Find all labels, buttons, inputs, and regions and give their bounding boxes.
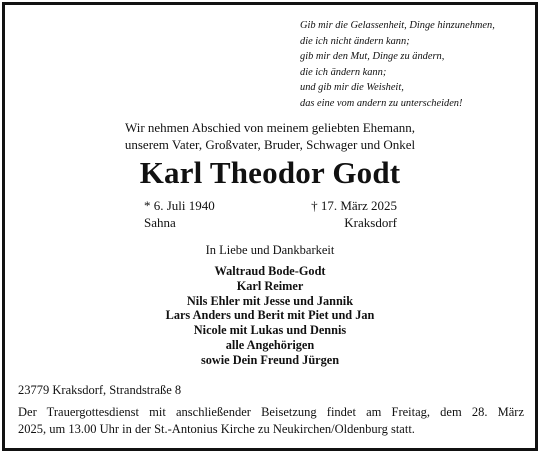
death-date: † 17. März 2025 — [311, 198, 397, 213]
poem — [300, 18, 530, 111]
love-line: In Liebe und Dankbarkeit — [205, 243, 335, 257]
mourner: Karl Reimer — [236, 278, 304, 293]
service-notice — [18, 404, 524, 437]
mourner: sowie Dein Freund Jürgen — [200, 352, 340, 367]
family-address: 23779 Kraksdorf, Strandstraße 8 — [18, 383, 182, 397]
mourner: Waltraud Bode-Godt — [214, 264, 326, 278]
farewell-intro — [0, 120, 540, 153]
mourner: alle Angehörigen — [225, 337, 315, 352]
birth-date: * 6. Juli 1940 — [144, 198, 215, 213]
service-line: 2025, um 13.00 Uhr in der St.-Antonius Kirche zu Neukirchen/Oldenburg statt. — [18, 421, 415, 436]
mourner: Nils Ehler mit Jesse und Jannik — [186, 293, 354, 308]
service-line: Der Trauergottesdienst mit anschließender Beisetzung findet am Freitag, dem 28. März — [18, 405, 524, 419]
poem-line: das eine vom andern zu unterscheiden! — [300, 97, 463, 109]
life-dates — [144, 197, 397, 231]
poem-line: die ich nicht ändern kann; — [300, 35, 410, 47]
poem-line: die ich ändern kann; — [300, 66, 387, 78]
intro-line: Wir nehmen Abschied von meinem geliebten Ehemann, — [124, 120, 416, 135]
dates-row — [144, 197, 397, 214]
deceased-name: Karl Theodor Godt — [139, 155, 401, 190]
mourners-list — [0, 264, 540, 368]
mourner: Nicole mit Lukas und Dennis — [193, 323, 347, 338]
birth-place: Sahna — [144, 215, 176, 230]
intro-line: unserem Vater, Großvater, Bruder, Schwager und Onkel — [124, 136, 416, 152]
poem-line: gib mir den Mut, Dinge zu ändern, — [300, 51, 445, 62]
poem-line: und gib mir die Weisheit, — [300, 82, 404, 93]
death-place: Kraksdorf — [344, 215, 397, 230]
poem-line: Gib mir die Gelassenheit, Dinge hinzunehmen, — [300, 20, 495, 31]
mourner: Lars Anders und Berit mit Piet und Jan — [165, 308, 375, 323]
places-row — [144, 214, 397, 231]
